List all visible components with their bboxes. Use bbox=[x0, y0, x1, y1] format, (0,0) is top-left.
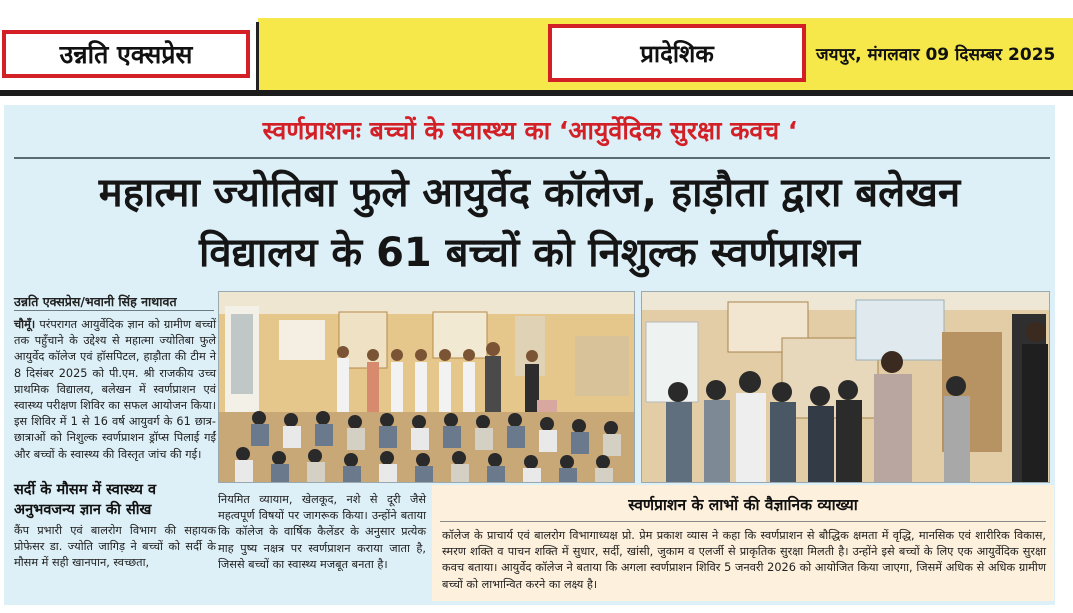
masthead-rule bbox=[0, 90, 1073, 96]
paper-name: उन्नति एक्सप्रेस bbox=[2, 30, 250, 78]
section-label: प्रादेशिक bbox=[548, 24, 806, 82]
article-paragraph-2: कैंप प्रभारी एवं बालरोग विभाग की सहायक प्रोफेसर डा. ज्योति जागिड़ ने बच्चों को सर्दी के मौसम में सही खानपान, स्वच्छता, bbox=[14, 524, 216, 570]
subheading-winter-health: सर्दी के मौसम में स्वास्थ्य व अनुभवजन्य ज्ञान की सीख bbox=[14, 482, 157, 518]
masthead bbox=[0, 0, 1073, 94]
issue-dateline: जयपुर, मंगलवार 09 दिसम्बर 2025 bbox=[816, 45, 1056, 65]
masthead-divider bbox=[256, 22, 259, 90]
benefits-title: स्वर्णप्राशन के लाभों की वैज्ञानिक व्याख्या bbox=[628, 496, 858, 514]
group-photo-students-classroom bbox=[218, 291, 635, 483]
kicker-divider bbox=[14, 157, 1050, 159]
benefits-box bbox=[432, 485, 1054, 601]
paragraph-1-text: परंपरागत आयुर्वेदिक ज्ञान को ग्रामीण बच्चों तक पहुँचाने के उद्देश्य से महात्मा ज्योतिबा फुले आयुर्वेद कॉलेज एवं हॉसपिटल, हाड़ौता की टीम ने 8 दिसंबर 2025 को पी.एम. श्री राजकीय उच्च प्राथमिक विद्यालय, बलेखन में स्वर्णप्राशन एवं स्वास्थ्य परीक्षण शिविर का सफल आयोजन किया। इस शिविर में 1 से 16 वर्ष आयुवर्ग के 61 छात्र-छात्राओं को निशुल्क स्वर्णप्राशन ड्रॉप्स पिलाई गईं और बच्चों के स्वास्थ्य की विस्तृत जांच की गई। bbox=[14, 318, 216, 461]
dateline-city: चौमूँ। bbox=[14, 318, 36, 331]
article-byline: उन्नति एक्सप्रेस/भवानी सिंह नाथावत bbox=[14, 294, 177, 309]
article-paragraph-3: नियमित व्यायाम, खेलकूद, नशे से दूरी जैसे महत्वपूर्ण विषयों पर जागरूक किया। उन्होंने बताया कि कॉलेज के वार्षिक कैलेंडर के अनुसार प्रत्येक माह पुष्य नक्षत्र पर स्वर्णप्राशन कराया जाता है, जिससे बच्चों का स्वास्थ्य मजबूत बनता है। bbox=[218, 493, 426, 571]
headline-line-1: महात्मा ज्योतिबा फुले आयुर्वेद कॉलेज, हाड़ौता द्वारा बलेखन bbox=[98, 170, 961, 216]
benefits-paragraph: कॉलेज के प्राचार्य एवं बालरोग विभागाध्यक्ष प्रो. प्रेम प्रकाश व्यास ने कहा कि स्वर्णप्राशन से बौद्धिक क्षमता में वृद्धि, मानसिक एवं शारीरिक विकास, स्मरण शक्ति व पाचन शक्ति में सुधार, सर्दी, खांसी, जुकाम व एलर्जी से प्राकृतिक सुरक्षा मिलती है। उन्होंने इसे बच्चों के लिए एक आयुर्वेदिक सुरक्षा कवच बताया। आयुर्वेद कॉलेज ने बताया कि अगला स्वर्णप्राशन शिविर 5 जनवरी 2026 को आयोजित किया जाएगा, जिसमें अधिक से अधिक ग्रामीण बच्चों को लाभान्वित करने का लक्ष्य है। bbox=[442, 529, 1046, 591]
headline-line-2: विद्यालय के 61 बच्चों को निशुल्क स्वर्णप्राशन bbox=[199, 230, 860, 276]
article-paragraph-1 bbox=[14, 317, 216, 463]
article-panel bbox=[4, 105, 1055, 605]
article-kicker: स्वर्णप्राशनः बच्चों के स्वास्थ्य का ‘आयुर्वेदिक सुरक्षा कवच ‘ bbox=[262, 116, 798, 145]
article-headline bbox=[4, 163, 1055, 283]
photo-drops-being-given bbox=[641, 291, 1050, 483]
byline-divider bbox=[14, 310, 214, 311]
benefits-divider bbox=[440, 521, 1046, 522]
